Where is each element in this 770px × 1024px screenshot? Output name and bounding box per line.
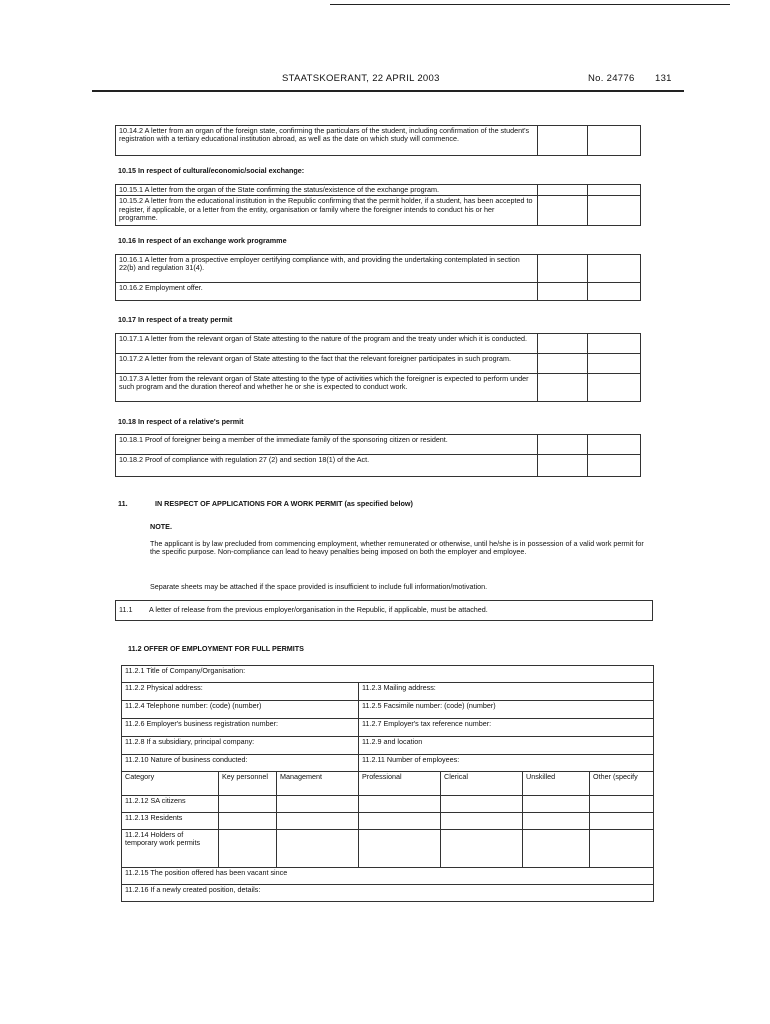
table-row (116, 374, 641, 402)
section-10-16: 10.16 In respect of an exchange work programme (118, 236, 287, 245)
input-cell[interactable] (277, 796, 359, 813)
check-cell[interactable] (538, 334, 588, 354)
input-cell[interactable] (359, 796, 441, 813)
input-cell[interactable] (590, 830, 654, 868)
row-label-sa-citizens: 11.2.12 SA citizens (122, 796, 219, 813)
section-10-17: 10.17 In respect of a treaty permit (118, 315, 233, 324)
item-11-1 (116, 601, 653, 621)
item-10-17-2: 10.17.2 A letter from the relevant organ of State attesting to the fact that the relevant foreigner participates in such program. (116, 354, 538, 374)
item-10-15-1: 10.15.1 A letter from the organ of the State confirming the status/existence of the exchange program. (116, 185, 538, 196)
table-row (122, 737, 654, 755)
section-10-15: 10.15 In respect of cultural/economic/social exchange: (118, 166, 305, 175)
input-cell[interactable] (219, 796, 277, 813)
col-header-category: Category (122, 772, 219, 796)
table-10-14 (115, 125, 641, 156)
input-cell[interactable] (523, 813, 590, 830)
input-cell[interactable] (219, 830, 277, 868)
item-10-17-3: 10.17.3 A letter from the relevant organ of State attesting to the type of activities which the foreigner is expected to perform under such program and the duration thereof and whether he or she is expected to conduct work. (116, 374, 538, 402)
note-separate-sheets: Separate sheets may be attached if the space provided is insufficient to include full information/motivation. (150, 582, 488, 591)
table-row (122, 666, 654, 683)
field-physical-address[interactable]: 11.2.2 Physical address: (122, 683, 359, 701)
item-11-1-number: 11.1 (119, 605, 133, 614)
employment-offer-form (121, 665, 654, 902)
table-row (116, 334, 641, 354)
page-header-issue: No. 24776 (588, 73, 635, 84)
input-cell[interactable] (441, 813, 523, 830)
table-row (116, 435, 641, 455)
check-cell[interactable] (538, 354, 588, 374)
input-cell[interactable] (277, 813, 359, 830)
check-cell[interactable] (538, 126, 588, 156)
check-cell[interactable] (588, 435, 641, 455)
table-row (122, 755, 654, 772)
table-11-1 (115, 600, 653, 621)
check-cell[interactable] (588, 185, 641, 196)
field-mailing-address[interactable]: 11.2.3 Mailing address: (359, 683, 654, 701)
check-cell[interactable] (588, 455, 641, 477)
input-cell[interactable] (277, 830, 359, 868)
field-number-of-employees[interactable]: 11.2.11 Number of employees: (359, 755, 654, 772)
check-cell[interactable] (588, 354, 641, 374)
table-row (122, 885, 654, 902)
table-row (122, 683, 654, 701)
item-10-17-1: 10.17.1 A letter from the relevant organ of State attesting to the nature of the program and the treaty under which it is conducted. (116, 334, 538, 354)
input-cell[interactable] (523, 830, 590, 868)
check-cell[interactable] (538, 455, 588, 477)
check-cell[interactable] (588, 196, 641, 226)
check-cell[interactable] (538, 374, 588, 402)
field-location[interactable]: 11.2.9 and location (359, 737, 654, 755)
table-row (122, 830, 654, 868)
table-row (122, 719, 654, 737)
check-cell[interactable] (538, 283, 588, 301)
table-row (116, 601, 653, 621)
item-10-16-2: 10.16.2 Employment offer. (116, 283, 538, 301)
input-cell[interactable] (359, 813, 441, 830)
note-title: NOTE. (150, 522, 172, 531)
check-cell[interactable] (588, 126, 641, 156)
table-row (116, 126, 641, 156)
table-row (122, 701, 654, 719)
input-cell[interactable] (441, 830, 523, 868)
field-principal-company[interactable]: 11.2.8 If a subsidiary, principal company: (122, 737, 359, 755)
col-header-clerical: Clerical (441, 772, 523, 796)
section-11-number: 11. (118, 499, 128, 508)
input-cell[interactable] (359, 830, 441, 868)
header-rule (92, 90, 684, 92)
field-tax-reference[interactable]: 11.2.7 Employer's tax reference number: (359, 719, 654, 737)
row-label-residents: 11.2.13 Residents (122, 813, 219, 830)
check-cell[interactable] (538, 435, 588, 455)
table-10-15 (115, 184, 641, 226)
section-11-2: 11.2 OFFER OF EMPLOYMENT FOR FULL PERMITS (128, 644, 304, 653)
input-cell[interactable] (441, 796, 523, 813)
table-row (116, 455, 641, 477)
input-cell[interactable] (523, 796, 590, 813)
item-10-16-1: 10.16.1 A letter from a prospective employer certifying compliance with, and providing the undertaking contemplated in section 22(b) and regulation 31(4). (116, 255, 538, 283)
page-header-title: STAATSKOERANT, 22 APRIL 2003 (282, 73, 440, 84)
table-row (122, 868, 654, 885)
field-business-registration[interactable]: 11.2.6 Employer's business registration number: (122, 719, 359, 737)
top-rule (330, 4, 730, 5)
col-header-unskilled: Unskilled (523, 772, 590, 796)
table-row (116, 354, 641, 374)
table-10-17 (115, 333, 641, 402)
check-cell[interactable] (538, 185, 588, 196)
table-row (122, 813, 654, 830)
field-telephone[interactable]: 11.2.4 Telephone number: (code) (number) (122, 701, 359, 719)
note-body: The applicant is by law precluded from commencing employment, whether remunerated or otherwise, until he/she is in possession of a valid work permit for the specific purpose. Non-compliance can lead to heavy penalties being imposed on both the employer and employee. (150, 539, 644, 557)
table-row (122, 796, 654, 813)
item-10-18-2: 10.18.2 Proof of compliance with regulation 27 (2) and section 18(1) of the Act. (116, 455, 538, 477)
field-facsimile[interactable]: 11.2.5 Facsimile number: (code) (number) (359, 701, 654, 719)
field-company-title[interactable]: 11.2.1 Title of Company/Organisation: (122, 666, 654, 683)
item-10-15-2: 10.15.2 A letter from the educational institution in the Republic confirming that the permit holder, if a student, has been accepted to register, if applicable, or a letter from the entity, organisation or family where the foreigner intends to conduct his or her programme. (116, 196, 538, 226)
table-row (116, 196, 641, 226)
check-cell[interactable] (588, 283, 641, 301)
table-row (116, 283, 641, 301)
check-cell[interactable] (588, 334, 641, 354)
check-cell[interactable] (588, 255, 641, 283)
table-row (122, 772, 654, 796)
item-10-14-2: 10.14.2 A letter from an organ of the foreign state, confirming the particulars of the student, including confirmation of the student's registration with a tertiary educational institution abroad, as well as the date on which study will commence. (116, 126, 538, 156)
table-10-16 (115, 254, 641, 301)
check-cell[interactable] (588, 374, 641, 402)
col-header-management: Management (277, 772, 359, 796)
col-header-professional: Professional (359, 772, 441, 796)
table-row (116, 185, 641, 196)
row-label-temporary-permits: 11.2.14 Holders of temporary work permits (122, 830, 219, 868)
section-10-18: 10.18 In respect of a relative's permit (118, 417, 244, 426)
page-number: 131 (655, 73, 672, 84)
field-vacant-since[interactable]: 11.2.15 The position offered has been vacant since (122, 868, 654, 885)
item-11-1-text: A letter of release from the previous employer/organisation in the Republic, if applicable, must be attached. (149, 605, 488, 614)
input-cell[interactable] (219, 813, 277, 830)
check-cell[interactable] (538, 196, 588, 226)
table-row (116, 255, 641, 283)
check-cell[interactable] (538, 255, 588, 283)
col-header-other: Other (specify (590, 772, 654, 796)
section-11-title: IN RESPECT OF APPLICATIONS FOR A WORK PERMIT (as specified below) (155, 499, 413, 508)
input-cell[interactable] (590, 796, 654, 813)
field-nature-of-business[interactable]: 11.2.10 Nature of business conducted: (122, 755, 359, 772)
item-10-18-1: 10.18.1 Proof of foreigner being a member of the immediate family of the sponsoring citizen or resident. (116, 435, 538, 455)
table-10-18 (115, 434, 641, 477)
col-header-key-personnel: Key personnel (219, 772, 277, 796)
field-new-position-details[interactable]: 11.2.16 If a newly created position, details: (122, 885, 654, 902)
input-cell[interactable] (590, 813, 654, 830)
